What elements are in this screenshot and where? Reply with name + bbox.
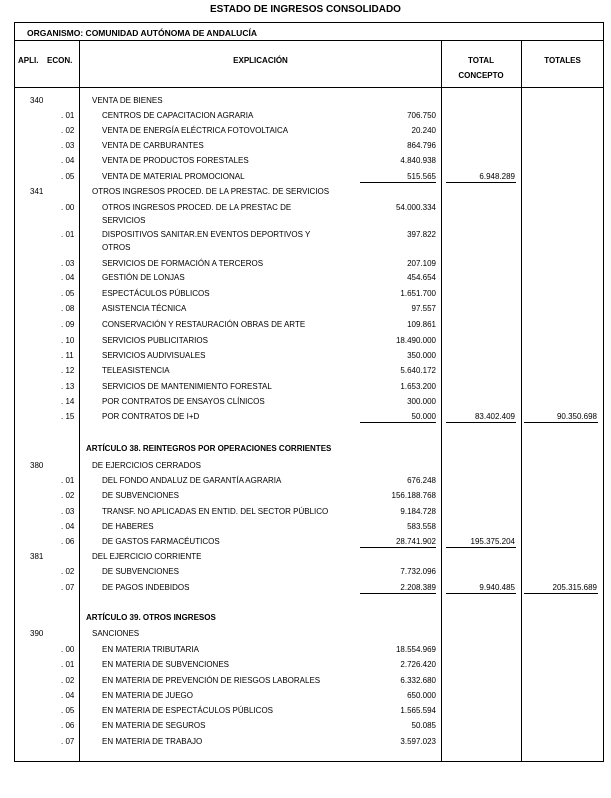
totales-underline — [524, 422, 598, 423]
importe-value: 9.184.728 — [400, 507, 436, 516]
importe-value: 3.597.023 — [400, 737, 436, 746]
row-text: EN MATERIA DE SEGUROS — [102, 721, 206, 730]
econ-code: . 10 — [61, 336, 75, 345]
econ-code: . 04 — [61, 156, 75, 165]
econ-code: . 06 — [61, 537, 75, 546]
importe-value: 676.248 — [407, 476, 436, 485]
totales-value: 205.315.689 — [552, 583, 597, 592]
econ-code: . 02 — [61, 567, 75, 576]
subtotal-underline — [360, 547, 436, 548]
row-text: CENTROS DE CAPACITACION AGRARIA — [102, 111, 254, 120]
econ-code: . 06 — [61, 721, 75, 730]
econ-code: . 01 — [61, 230, 75, 239]
totales-value: 90.350.698 — [556, 412, 597, 421]
importe-value: 28.741.902 — [395, 537, 436, 546]
row-text-continued: SERVICIOS — [102, 216, 146, 225]
importe-value: 583.558 — [407, 522, 436, 531]
econ-code: . 04 — [61, 273, 75, 282]
importe-value: 5.640.172 — [400, 366, 436, 375]
row-text: OTROS INGRESOS PROCED. DE LA PRESTAC DE — [102, 203, 292, 212]
econ-code: . 03 — [61, 259, 75, 268]
col-line-concepto — [441, 40, 442, 762]
header-top-line — [14, 40, 604, 41]
apli-code: 381 — [30, 552, 44, 561]
row-text: DEL EJERCICIO CORRIENTE — [92, 552, 202, 561]
row-text: EN MATERIA DE TRABAJO — [102, 737, 203, 746]
econ-code: . 02 — [61, 676, 75, 685]
row-text: VENTA DE BIENES — [92, 96, 163, 105]
econ-code: . 12 — [61, 366, 75, 375]
row-text: DE PAGOS INDEBIDOS — [102, 583, 190, 592]
importe-value: 18.490.000 — [395, 336, 436, 345]
row-text: CONSERVACIÓN Y RESTAURACIÓN OBRAS DE ARTE — [102, 320, 306, 329]
header-concepto: CONCEPTO — [458, 71, 504, 80]
econ-code: . 02 — [61, 126, 75, 135]
importe-value: 515.565 — [407, 172, 436, 181]
total-concepto-value: 6.948.289 — [479, 172, 515, 181]
organismo-label: ORGANISMO: COMUNIDAD AUTÓNOMA DE ANDALUCÍA — [27, 28, 257, 38]
econ-code: . 09 — [61, 320, 75, 329]
importe-value: 706.750 — [407, 111, 436, 120]
econ-code: . 03 — [61, 507, 75, 516]
econ-code: . 01 — [61, 476, 75, 485]
subtotal-underline — [360, 182, 436, 183]
totales-underline — [524, 593, 598, 594]
importe-value: 50.000 — [411, 412, 436, 421]
importe-value: 207.109 — [407, 259, 436, 268]
header-apli: APLI. — [18, 56, 39, 65]
econ-code: . 04 — [61, 522, 75, 531]
econ-code: . 15 — [61, 412, 75, 421]
econ-code: . 02 — [61, 491, 75, 500]
importe-value: 1.565.594 — [400, 706, 436, 715]
row-text: SANCIONES — [92, 629, 140, 638]
importe-value: 6.332.680 — [400, 676, 436, 685]
importe-value: 50.085 — [411, 721, 436, 730]
row-text: OTROS INGRESOS PROCED. DE LA PRESTAC. DE SERVICIOS — [92, 187, 330, 196]
importe-value: 350.000 — [407, 351, 436, 360]
importe-value: 18.554.969 — [395, 645, 436, 654]
total-concepto-value: 9.940.485 — [479, 583, 515, 592]
apli-code: 390 — [30, 629, 44, 638]
row-text: POR CONTRATOS DE ENSAYOS CLÍNICOS — [102, 397, 265, 406]
econ-code: . 07 — [61, 583, 75, 592]
row-text: DEL FONDO ANDALUZ DE GARANTÍA AGRARIA — [102, 476, 282, 485]
econ-code: . 00 — [61, 645, 75, 654]
subtotal-underline — [360, 593, 436, 594]
econ-code: . 07 — [61, 737, 75, 746]
importe-value: 156.188.768 — [391, 491, 436, 500]
header-explicacion: EXPLICACIÓN — [233, 56, 288, 65]
concepto-underline — [446, 182, 516, 183]
importe-value: 97.557 — [411, 304, 436, 313]
row-text: VENTA DE PRODUCTOS FORESTALES — [102, 156, 249, 165]
concepto-underline — [446, 593, 516, 594]
header-totales: TOTALES — [544, 56, 581, 65]
total-concepto-value: 195.375.204 — [470, 537, 515, 546]
importe-value: 7.732.096 — [400, 567, 436, 576]
econ-code: . 13 — [61, 382, 75, 391]
importe-value: 864.796 — [407, 141, 436, 150]
row-text: EN MATERIA TRIBUTARIA — [102, 645, 199, 654]
section-heading: ARTÍCULO 38. REINTEGROS POR OPERACIONES CORRIENTES — [86, 444, 332, 453]
total-concepto-value: 83.402.409 — [474, 412, 515, 421]
row-text: VENTA DE CARBURANTES — [102, 141, 204, 150]
importe-value: 300.000 — [407, 397, 436, 406]
concepto-underline — [446, 422, 516, 423]
importe-value: 650.000 — [407, 691, 436, 700]
row-text: EN MATERIA DE SUBVENCIONES — [102, 660, 229, 669]
apli-code: 341 — [30, 187, 44, 196]
importe-value: 54.000.334 — [395, 203, 436, 212]
row-text: DE EJERCICIOS CERRADOS — [92, 461, 201, 470]
row-text: VENTA DE ENERGÍA ELÉCTRICA FOTOVOLTAICA — [102, 126, 289, 135]
econ-code: . 04 — [61, 691, 75, 700]
econ-code: . 05 — [61, 289, 75, 298]
importe-value: 2.208.389 — [400, 583, 436, 592]
row-text: GESTIÓN DE LONJAS — [102, 273, 185, 282]
importe-value: 4.840.938 — [400, 156, 436, 165]
row-text: TRANSF. NO APLICADAS EN ENTID. DEL SECTOR PÚBLICO — [102, 507, 329, 516]
row-text: EN MATERIA DE ESPECTÁCULOS PÚBLICOS — [102, 706, 274, 715]
header-total: TOTAL — [468, 56, 494, 65]
importe-value: 1.653.200 — [400, 382, 436, 391]
col-line-totales — [521, 40, 522, 762]
row-text: SERVICIOS PUBLICITARIOS — [102, 336, 208, 345]
econ-code: . 05 — [61, 706, 75, 715]
page-title: ESTADO DE INGRESOS CONSOLIDADO — [210, 4, 401, 15]
importe-value: 109.861 — [407, 320, 436, 329]
row-text: DE SUBVENCIONES — [102, 567, 179, 576]
row-text: VENTA DE MATERIAL PROMOCIONAL — [102, 172, 245, 181]
econ-code: . 14 — [61, 397, 75, 406]
econ-code: . 03 — [61, 141, 75, 150]
header-bottom-line — [14, 87, 604, 88]
econ-code: . 08 — [61, 304, 75, 313]
row-text: EN MATERIA DE JUEGO — [102, 691, 193, 700]
subtotal-underline — [360, 422, 436, 423]
importe-value: 1.651.700 — [400, 289, 436, 298]
econ-code: . 01 — [61, 660, 75, 669]
importe-value: 20.240 — [411, 126, 436, 135]
row-text: ESPECTÁCULOS PÚBLICOS — [102, 289, 210, 298]
row-text: POR CONTRATOS DE I+D — [102, 412, 200, 421]
econ-code: . 01 — [61, 111, 75, 120]
econ-code: . 05 — [61, 172, 75, 181]
row-text: DISPOSITIVOS SANITAR.EN EVENTOS DEPORTIVOS Y — [102, 230, 311, 239]
apli-code: 380 — [30, 461, 44, 470]
row-text: ASISTENCIA TÉCNICA — [102, 304, 187, 313]
row-text: SERVICIOS DE FORMACIÓN A TERCEROS — [102, 259, 264, 268]
importe-value: 2.726.420 — [400, 660, 436, 669]
importe-value: 454.654 — [407, 273, 436, 282]
concepto-underline — [446, 547, 516, 548]
row-text: DE HABERES — [102, 522, 154, 531]
econ-code: . 11 — [61, 351, 74, 360]
apli-code: 340 — [30, 96, 44, 105]
importe-value: 397.822 — [407, 230, 436, 239]
row-text: DE GASTOS FARMACÉUTICOS — [102, 537, 220, 546]
row-text: EN MATERIA DE PREVENCIÓN DE RIESGOS LABORALES — [102, 676, 321, 685]
row-text: SERVICIOS DE MANTENIMIENTO FORESTAL — [102, 382, 272, 391]
col-line-econ — [79, 40, 80, 762]
row-text: TELEASISTENCIA — [102, 366, 170, 375]
row-text-continued: OTROS — [102, 243, 131, 252]
row-text: DE SUBVENCIONES — [102, 491, 179, 500]
row-text: SERVICIOS AUDIVISUALES — [102, 351, 206, 360]
header-econ: ECON. — [47, 56, 73, 65]
econ-code: . 00 — [61, 203, 75, 212]
section-heading: ARTÍCULO 39. OTROS INGRESOS — [86, 613, 216, 622]
